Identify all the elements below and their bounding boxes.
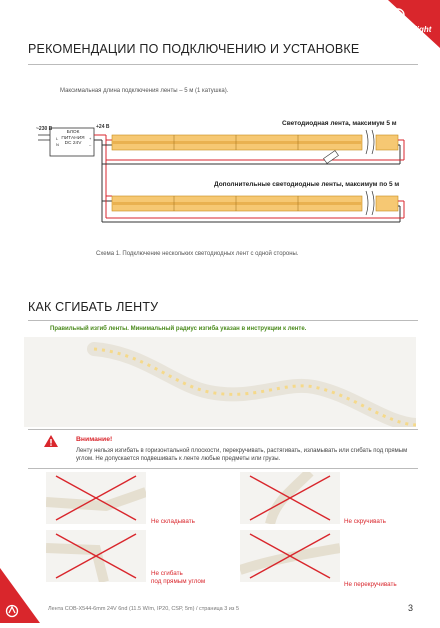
example-photo-fold [46,472,146,524]
page-number: 3 [408,603,414,613]
example-caption-right-angle: Не сгибать под прямым углом [151,570,206,585]
divider [28,468,418,469]
brand-logo [388,0,440,48]
example-photo-right-angle [46,530,146,582]
diagram-caption: Схема 1. Подключение нескольких светодиодных лент с одной стороны. [96,251,299,257]
psu-label-3: DC 24V [64,141,82,146]
correct-bend-subtitle: Правильный изгиб ленты. Минимальный радиус изгиба указан в инструкции к ленте. [50,326,307,332]
psu-terminal-l: L [56,136,59,141]
strip-label-main: Светодиодная лента, максимум 5 м [282,120,397,127]
brand-name: arlight [407,25,432,34]
example-caption-twist: Не скручивать [344,518,386,525]
example-caption-fold: Не складывать [151,518,195,525]
strip-label-additional: Дополнительные светодиодные ленты, максимум по 5 м [214,181,400,188]
psu-terminal-n: N [56,142,59,147]
example-photo-twist [240,472,340,524]
brand-corner-bottom [0,568,40,623]
output-voltage-label: +24 В [96,124,110,130]
input-voltage-label: ~230 В [36,126,53,132]
psu-terminal-plus: + [89,136,92,141]
divider [28,429,418,430]
example-caption-overtwist: Не перекручивать [344,581,397,588]
psu-terminal-minus: – [89,142,92,147]
warning-icon [44,434,58,452]
section-title-bending: КАК СГИБАТЬ ЛЕНТУ [28,300,159,314]
psu-label-2: ПИТАНИЯ [61,135,85,141]
max-length-note: Максимальная длина подключения ленты – 5 м (1 катушка). [60,88,229,94]
divider [28,64,418,65]
correct-bend-photo [24,337,416,427]
warning-text: Ленту нельзя изгибать в горизонтальной плоскости, перекручивать, растягивать, изламывать или сгибать под прямым углом. Не допускается подвешивать к ленте любые предметы или грузы. [76,448,408,463]
psu-label-1: БЛОК [66,130,80,135]
example-photo-overtwist [240,530,340,582]
warning-title: Внимание! [76,436,113,443]
footer-text: Лента COB-X544-6mm 24V 6nd (11.5 W/m, IP20, CSP, 5m) / страница 3 из 5 [48,606,240,612]
section-title-connection: РЕКОМЕНДАЦИИ ПО ПОДКЛЮЧЕНИЮ И УСТАНОВКЕ [28,42,360,56]
divider [28,320,418,321]
